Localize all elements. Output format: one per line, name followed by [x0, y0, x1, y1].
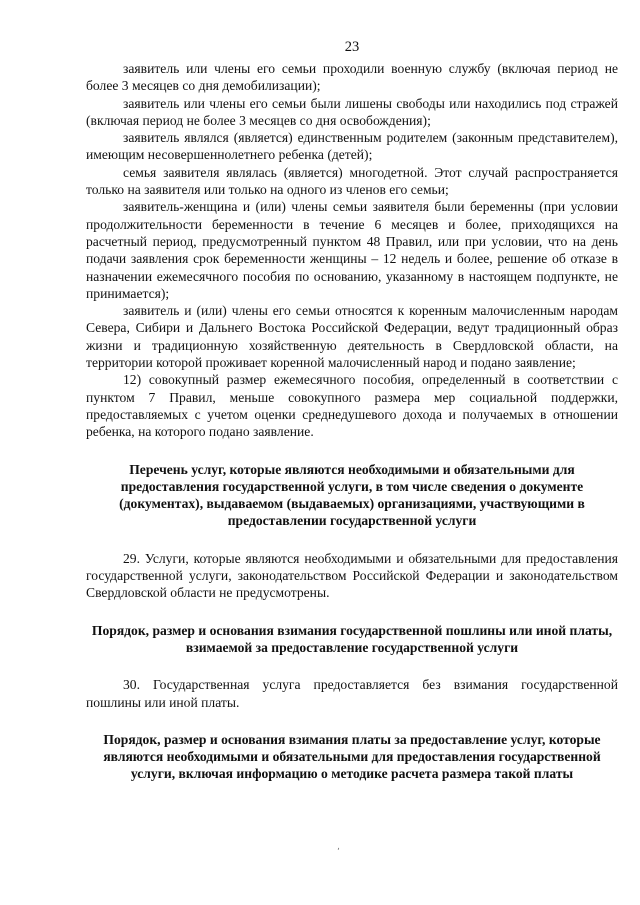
paragraph-imprisonment: заявитель или члены его семьи были лишены свободы или находились под стражей (включая период не более 3 месяцев со дня освобождения);	[86, 95, 618, 128]
page-number: 23	[344, 39, 360, 55]
paragraph-item-12: 12) совокупный размер ежемесячного пособия, определенный в соответствии с пунктом 7 Правил, меньше совокупного размера мер социальной поддержки, предоставляемых с учетом оценки среднедушевого дохода и получаемых в отношении ребенка, на которого подано заявление.	[86, 372, 618, 440]
paragraph-military-service: заявитель или члены его семьи проходили военную службу (включая период не более 3 месяцев со дня демобилизации);	[86, 61, 618, 94]
paragraph-30: 30. Государственная услуга предоставляется без взимания государственной пошлины или иной платы.	[86, 677, 618, 710]
paragraph-pregnancy: заявитель-женщина и (или) члены семьи заявителя были беременны (при условии продолжительности беременности в течение 6 месяцев и более, приходящихся на расчетный период, предусмотренный пунктом 48 Правил, или при условии, что на день подачи заявления срок беременности женщины – 12 недель и более, решение об отказе в назначении ежемесячного пособия по основанию, указанному в настоящем подпункте, не принимается);	[86, 199, 618, 301]
paragraph-indigenous-peoples: заявитель и (или) члены его семьи относятся к коренным малочисленным народам Севера, Сибири и Дальнего Востока Российской Федерации, ведут традиционный образ жизни и традиционную хозяйственную деятельность в Свердловской области, на территории которой проживает коренной малочисленный народ и подано заявление;	[86, 303, 618, 371]
section-heading-service-fee: Порядок, размер и основания взимания платы за предоставление услуг, которые являются необходимыми и обязательными для предоставления государственной услуги, включая информацию о методике расчета размера такой платы	[103, 731, 601, 782]
paragraph-large-family: семья заявителя являлась (является) многодетной. Этот случай распространяется только на заявителя или только на одного из членов его семьи;	[86, 164, 618, 198]
paragraph-29: 29. Услуги, которые являются необходимыми и обязательными для предоставления государственной услуги, законодательством Российской Федерации и законодательством Свердловской области не предусмотрены.	[86, 550, 618, 601]
footer-mark: ‚	[337, 842, 340, 852]
section-heading-required-services: Перечень услуг, которые являются необходимыми и обязательными для предоставления государственной услуги, в том числе сведения о документе (документах), выдаваемом (выдаваемых) организациями, участвующими в предоставлении государственной услуги	[119, 461, 585, 529]
paragraph-single-parent: заявитель являлся (является) единственным родителем (законным представителем), имеющим несовершеннолетнего ребенка (детей);	[86, 130, 618, 163]
section-heading-state-fee: Порядок, размер и основания взимания государственной пошлины или иной платы, взимаемой за предоставление государственной услуги	[91, 622, 613, 655]
